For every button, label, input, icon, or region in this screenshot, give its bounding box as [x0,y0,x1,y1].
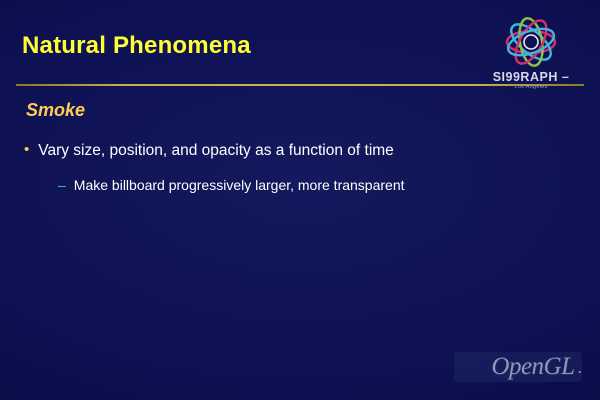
siggraph-rings-icon [476,14,586,74]
bullet-text-primary: Vary size, position, and opacity as a function of time [38,142,394,159]
siggraph-logo [476,14,586,100]
section-subheading: Smoke [26,100,86,120]
dash-marker-icon: – [58,177,66,193]
opengl-wordmark: OpenGL [491,353,575,380]
bullet-text-secondary: Make billboard progressively larger, more transparent [73,177,405,193]
opengl-logo-plate [454,352,582,382]
siggraph-wordmark: SI99RAPH – [492,70,570,84]
bullet-item-secondary [58,177,568,193]
opengl-trailing-dot: . [577,356,582,377]
page-title: Natural Phenomena [22,32,251,59]
opengl-logo [444,350,582,384]
bullet-item-primary [24,142,564,160]
siggraph-sublabel: Los Angeles [514,84,548,90]
bullet-marker-icon: • [24,141,30,158]
